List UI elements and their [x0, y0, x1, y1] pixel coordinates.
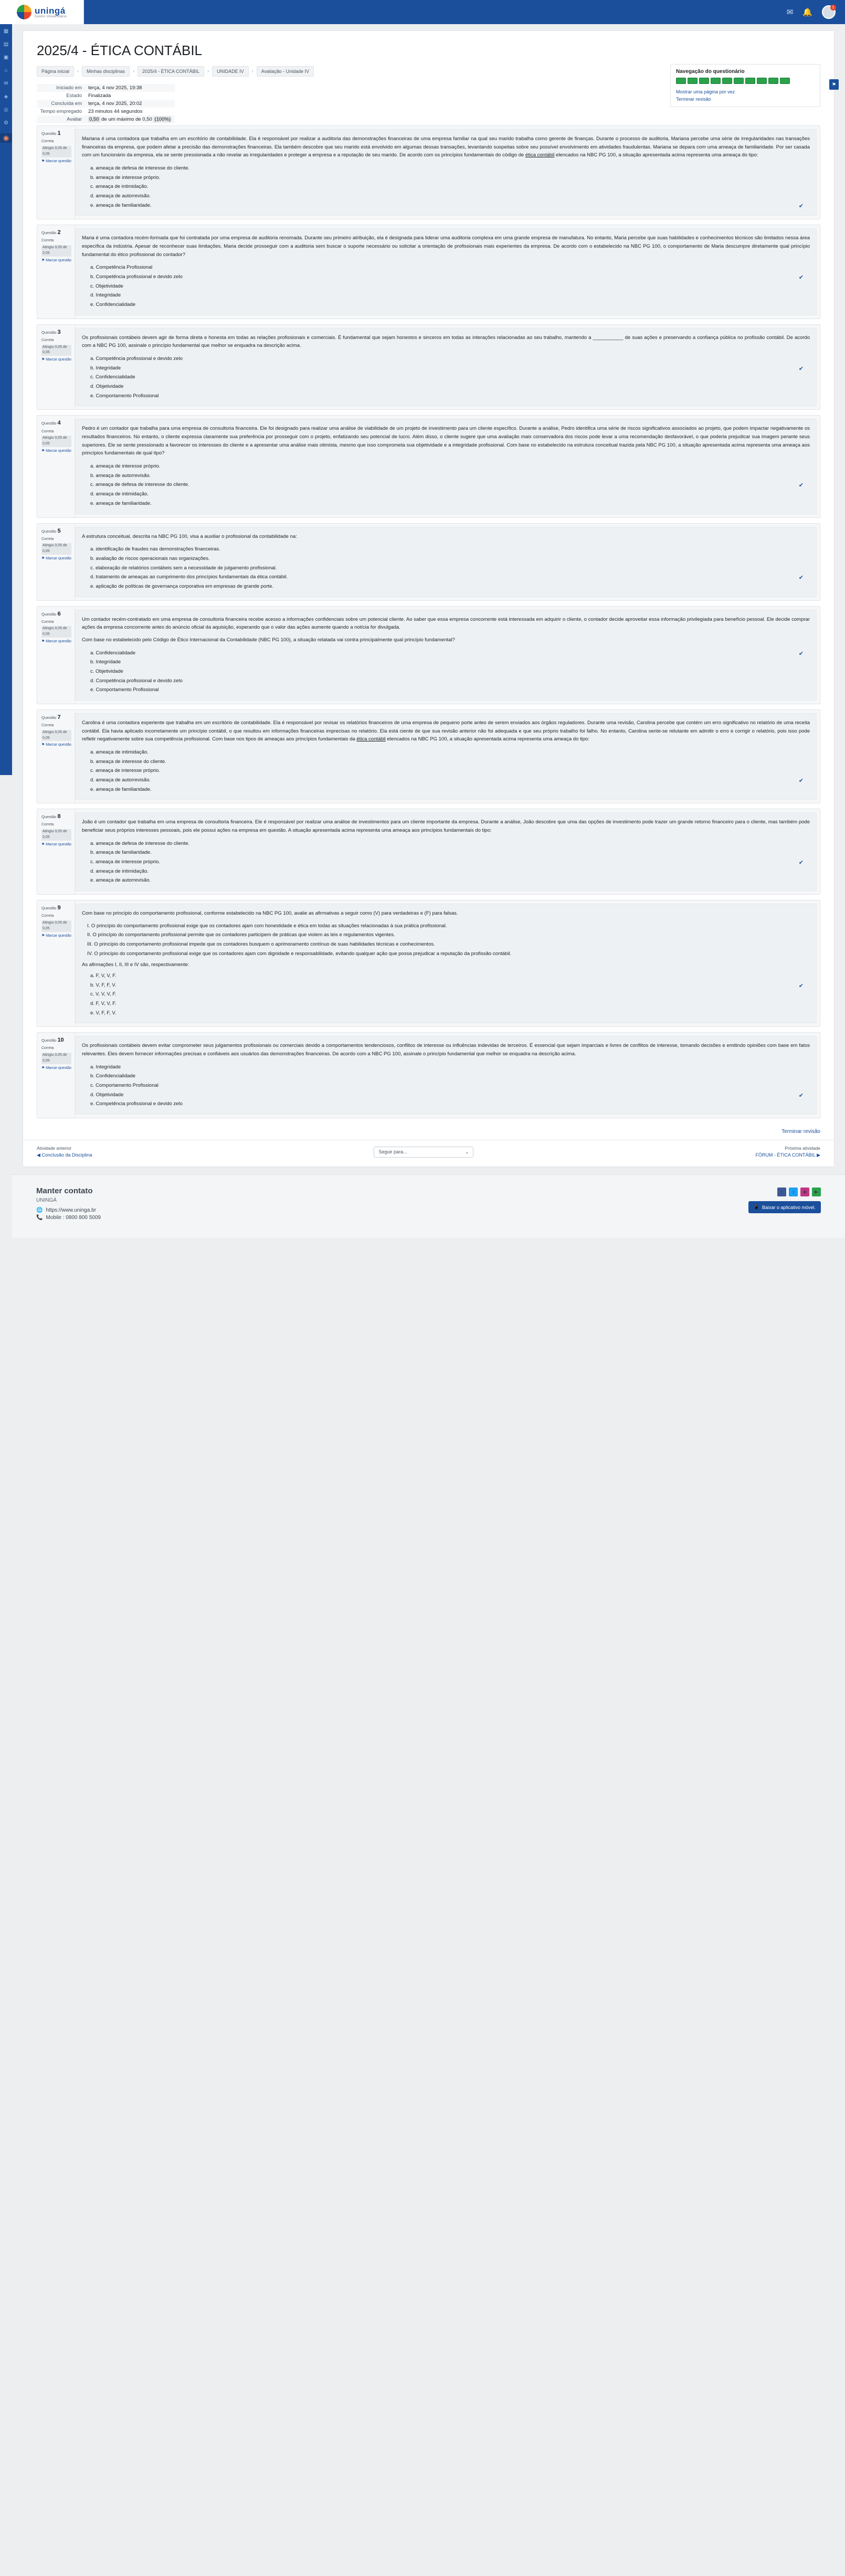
question-body [75, 129, 817, 216]
flag-question-link[interactable]: ⚑ Marcar questão [41, 159, 71, 163]
question-info [37, 1033, 75, 1118]
answer-option[interactable]: c. Comportamento Profissional [90, 1083, 159, 1089]
question-text: Maria é uma contadora recém-formada que foi contratada por uma empresa de auditoria renomada. Durante seu primeiro atribuição, ela é designada para liderar uma auditoria complexa em uma grande empresa de manufatura. No entanto, Maria percebe que suas habilidades e conhecimentos técnicos são limitados nessa área específica da indústria. Apesar de reconhecer suas limitações, Maria decide prosseguir com a auditoria sem buscar o suporte necessário ou solicitar a orientação de profissionais mais experientes da empresa. De acordo com o estabelecido na NBC PG 100, o comportamento de Maria descumpre diretamente qual princípio fundamental do ético profissional do contador? [82, 235, 810, 258]
question-info [37, 900, 75, 1026]
question-info [37, 416, 75, 517]
breadcrumb-sep: › [133, 68, 135, 73]
question-nav-button-8[interactable] [757, 78, 767, 84]
question-nav-button-9[interactable] [768, 78, 778, 84]
sidebar-item-help[interactable]: ⚙ [4, 120, 8, 126]
answer-option[interactable]: c. Confidencialidade [90, 374, 135, 380]
quiz-navigation-panel [670, 64, 837, 107]
check-icon: ✔ [798, 982, 804, 989]
summary-row [37, 108, 175, 115]
sidebar-item-dashboard[interactable]: ▦ [3, 28, 9, 34]
breadcrumb-sep: › [251, 68, 254, 73]
answer-option[interactable]: d. F, V, V, F. [90, 1001, 117, 1007]
flag-question-link[interactable]: ⚑ Marcar questão [41, 842, 71, 846]
footer-mobile [36, 1215, 821, 1221]
flag-question-link[interactable]: ⚑ Marcar questão [41, 449, 71, 453]
question-info [37, 710, 75, 803]
answer-option[interactable]: e. Comportamento Profissional [90, 687, 159, 693]
question-text: Com base no estabelecido pelo Código de Ético Internacional da Contabilidade (NBC PG 100), a situação relatada vai contra principalmente qual princípio fundamental? [82, 637, 455, 643]
sidebar-item-calendar[interactable]: ▤ [3, 41, 9, 47]
answer-options [82, 839, 810, 885]
answer-option[interactable]: e. V, F, F, V. [90, 1010, 117, 1016]
answer-options [82, 354, 810, 400]
flag-question-link[interactable]: ⚑ Marcar questão [41, 743, 71, 747]
answer-option[interactable]: a. Competência Profissional [90, 264, 153, 271]
answer-option[interactable]: c. elaboração de relatórios contábeis sem a necessidade de julgamento profissional. [90, 565, 277, 571]
chevron-down-icon: ⌄ [464, 1149, 469, 1154]
answer-option[interactable]: a. ameaça de defesa de interesse do cliente. [90, 165, 190, 172]
answer-option[interactable]: a. ameaça de interesse próprio. [90, 463, 161, 470]
logo-subtitle: Centro Universitário [34, 15, 67, 18]
question-block [37, 1032, 820, 1118]
question-nav-button-2[interactable] [688, 78, 698, 84]
question-subnote: As afirmações I, II, III e IV são, respectivamente: [82, 962, 189, 968]
check-icon: ✔ [798, 203, 804, 209]
question-text: Um contador recém-contratado em uma empresa de consultoria financeira recebe acesso a informações confidenciais sobre um potencial cliente. Ao saber que essa empresa concorrente está interessada em adquirir o cliente, o contador decide aproveitar essa informação privilegiada para benefício pessoal. Ele decide comprar ações da empresa concorrente antes do anúncio oficial da aquisição, esperando que o valor das ações aumente quando a notícia for divulgada. [82, 616, 810, 631]
next-activity-label: Próxima atividade [785, 1146, 820, 1151]
question-statement: III. O princípio do comportamento profissional impede que os contadores busquem o aprimoramento contínuo de suas habilidades técnicas e conhecimentos. [87, 941, 435, 947]
breadcrumb-sep: › [207, 68, 209, 73]
globe-icon: 🌐 [36, 1207, 43, 1214]
question-nav-button-10[interactable] [780, 78, 790, 84]
answer-option[interactable]: e. Confidencialidade [90, 302, 136, 308]
question-body [75, 419, 817, 514]
footer-website-link[interactable]: https://www.uninga.br [46, 1207, 97, 1214]
answer-option[interactable]: e. Comportamento Profissional [90, 393, 159, 399]
question-text: A estrutura conceitual, descrita na NBC PG 100, visa a auxiliar o profissional da contabilidade na: [82, 533, 297, 539]
question-block [37, 523, 820, 601]
question-number: Questão 3 [41, 328, 61, 335]
flag-icon[interactable]: ⚑ [829, 79, 839, 90]
answer-option[interactable]: e. ameaça de familiaridade. [90, 786, 152, 792]
question-grade: Atingiu 0,05 de 0,05 [41, 920, 71, 932]
answer-option[interactable]: d. Integridade [90, 292, 121, 299]
question-grade: Atingiu 0,05 de 0,05 [41, 345, 71, 356]
question-grade: Atingiu 0,05 de 0,05 [41, 1053, 71, 1064]
question-grade: Atingiu 0,05 de 0,05 [41, 829, 71, 841]
answer-option[interactable]: b. Integridade ✔ [90, 364, 810, 373]
answer-options [82, 545, 810, 591]
activity-navigation [23, 1140, 834, 1161]
answer-option[interactable]: e. ameaça de autorrevisão. [90, 877, 151, 884]
question-nav-grid[interactable] [671, 78, 820, 88]
check-icon: ✔ [798, 1092, 804, 1099]
summary-value: 0,50 de um máximo de 0,50 (100%) [85, 115, 175, 123]
sidebar-item-home[interactable]: ⌂ [4, 68, 8, 73]
breadcrumb-item-1[interactable]: Minhas disciplinas [82, 66, 130, 77]
logo-title: uningá [34, 5, 66, 16]
answer-option[interactable]: b. ameaça de familiaridade. [90, 850, 152, 856]
question-info [37, 607, 75, 704]
question-state: Correta [41, 914, 54, 918]
question-statement: I. O princípio do comportamento profissional exige que os contadores ajam com honestidade e ética em todas as situações relacionadas à sua prática profissional. [87, 923, 447, 929]
question-number: Questão 7 [41, 714, 61, 720]
question-grade: Atingiu 0,05 de 0,05 [41, 436, 71, 447]
facebook-icon[interactable]: f [777, 1188, 786, 1196]
answer-option[interactable]: b. ameaça de interesse do cliente. [90, 758, 166, 765]
question-block [37, 125, 820, 219]
finish-review-link-panel[interactable]: Terminar revisão [676, 97, 711, 102]
question-state: Correta [41, 823, 54, 827]
answer-option[interactable]: e. aplicação de políticas de governança corporativa em empresas de grande porte. [90, 583, 274, 589]
question-body [75, 1036, 817, 1115]
prev-activity-link[interactable]: ◀ Conclusão da Disciplina [37, 1152, 92, 1158]
quiz-review-card [23, 30, 835, 1167]
logo-icon [17, 5, 31, 19]
question-number: Questão 1 [41, 130, 61, 136]
question-number: Questão 4 [41, 420, 61, 427]
flag-question-link[interactable]: ⚑ Marcar questão [41, 358, 71, 362]
sidebar-item-active-quiz[interactable]: ◉ [0, 133, 12, 143]
sidebar-item-messages[interactable]: ✉ [4, 81, 8, 87]
question-grade: Atingiu 0,05 de 0,05 [41, 626, 71, 638]
check-icon: ✔ [798, 777, 804, 784]
answer-option[interactable]: d. Objetividade [90, 384, 124, 390]
mobile-icon: 📱 [753, 1204, 759, 1210]
answer-option[interactable]: d. Competência profissional e devido zelo [90, 677, 183, 684]
summary-value: 23 minutos 44 segundos [88, 109, 143, 114]
question-grade: Atingiu 0,05 de 0,05 [41, 730, 71, 741]
question-text: Pedro é um contador que trabalha para uma empresa de consultoria financeira. Ele foi designado para realizar uma análise de viabilidade de um projeto de investimento para um cliente específico. Durante a análise, Pedro identifica uma série de riscos significativos associados ao projeto, que podem impactar negativamente os resultados financeiros. No entanto, o cliente expressa claramente sua preferência por prosseguir com o projeto, enfatizando seu potencial de lucro. Além disso, o cliente sugere que uma avaliação mais conservadora dos riscos pode levar a uma recomendação desfavorável, o que poderia prejudicar sua imagem perante seus superiores. Ele se sente pressionado a favorecer os interesses do cliente e a apresentar uma análise mais otimista, mesmo que isso comprometa sua objetividade e a integridade profissional. Com base no estabelecido na estrutura conceitual trazida pela NBC PG 100, a situação apresentada acima representa uma ameaça aos princípios fundamentais de qual tipo? [82, 426, 810, 457]
question-block [37, 606, 820, 704]
question-text: Carolina é uma contadora experiente que trabalha em um escritório de contabilidade. Ela é responsável por revisar os relatórios financeiros de uma empresa de pequeno porte antes de serem enviados aos órgãos reguladores. Durante uma revisão, Carolina percebe que contém um erro significativo no relatório de uma receita contábil. Ela havia aplicado incorretamente um princípio contábil, o que resultou em informações financeiras imprecisas no relatório. Ela está ciente de que sua revisão anterior não foi adequada e que seu próprio trabalho foi falho. No entanto, Carolina sente-se relutante em admitir o erro e corrigir o relatório, pois isso pode refletir negativamente sobre sua competência profissional. Com base nos tipos de ameaças aos princípios fundamentais da ética contábil elencados na NBC PG 100, a situação apresentada acima representa uma ameaça do tipo: [82, 719, 810, 743]
social-links [777, 1188, 821, 1196]
question-body [75, 610, 817, 701]
answer-option[interactable]: b. Integridade [90, 659, 121, 665]
next-activity-link[interactable]: FÓRUM - ÉTICA CONTÁBIL ▶ [755, 1152, 820, 1158]
notification-badge: 1 [830, 5, 836, 10]
answer-option[interactable]: b. V, F, F, V. ✔ [90, 981, 810, 990]
answer-option[interactable]: b. avaliação de riscos operacionais nas organizações. [90, 555, 210, 561]
question-grade: Atingiu 0,05 de 0,05 [41, 543, 71, 555]
question-block [37, 415, 820, 517]
question-nav-button-3[interactable] [699, 78, 709, 84]
question-grade: Atingiu 0,05 de 0,05 [41, 245, 71, 257]
twitter-icon[interactable]: t [789, 1188, 798, 1196]
left-rail [0, 24, 12, 775]
jump-to-label: Seguir para... [378, 1149, 407, 1154]
footer-website[interactable] [36, 1204, 821, 1214]
flag-question-link[interactable]: ⚑ Marcar questão [41, 640, 71, 644]
answer-option[interactable]: a. Competência profissional e devido zelo [90, 356, 183, 362]
question-block [37, 900, 820, 1027]
check-icon: ✔ [798, 365, 804, 372]
check-icon: ✔ [798, 274, 804, 281]
question-nav-button-1[interactable] [676, 78, 686, 84]
download-app-button[interactable] [748, 1201, 821, 1213]
question-info [37, 325, 75, 410]
question-state: Correta [41, 338, 54, 342]
question-block [37, 324, 820, 410]
question-state: Correta [41, 723, 54, 727]
answer-option[interactable]: b. Competência profissional e devido zelo ✔ [90, 272, 810, 282]
show-one-page-link[interactable]: Mostrar uma página por vez [676, 89, 735, 94]
top-bar [0, 0, 845, 24]
flag-question-link[interactable]: ⚑ Marcar questão [41, 557, 71, 561]
breadcrumb-item-0[interactable]: Página inicial [37, 66, 74, 77]
question-statement: II. O princípio do comportamento profissional permite que os contadores participem de práticas que violem as leis e regulamentos vigentes. [87, 932, 395, 938]
question-text: Os profissionais contábeis devem evitar comprometer seus julgamentos profissionais ou comerciais devido a comportamentos tendenciosos, conflitos de interesse ou influências indevidas de terceiros. É essencial que sejam imparciais e livres de conflitos de interesse, tomando decisões e emitindo opiniões com base em fatos relevantes. Eles devem fornecer informações precisas e confiáveis aos usuários das demonstrações financeiras. De acordo com a NBC PG 100, assinale o princípio fundamental que melhor se enquadra na descrição acima. [82, 1043, 810, 1057]
answer-option[interactable]: a. ameaça de defesa de interesse do cliente. [90, 840, 190, 846]
question-body [75, 328, 817, 407]
question-body [75, 812, 817, 891]
breadcrumb-item-4[interactable]: Avaliação - Unidade IV [257, 66, 314, 77]
download-app-label: Baixar o aplicativo móvel. [762, 1204, 816, 1210]
page-title: 2025/4 - ÉTICA CONTÁBIL [37, 43, 203, 58]
summary-key: Estado [66, 93, 82, 99]
question-statement: IV. O princípio do comportamento profissional exige que os contadores ajam com dignidade e responsabilidade, evitando qualquer ação que possa prejudicar a reputação da profissão contábil. [87, 950, 512, 957]
question-state: Correta [41, 620, 54, 624]
summary-value: terça, 4 nov 2025, 20:02 [85, 100, 175, 108]
summary-key: Avaliar [37, 115, 85, 123]
question-block [37, 809, 820, 895]
summary-row [37, 84, 175, 92]
question-number: Questão 9 [41, 904, 61, 911]
question-nav-button-5[interactable] [722, 78, 732, 84]
answer-options [82, 971, 810, 1017]
answer-option[interactable]: c. ameaça de interesse próprio. ✔ [90, 857, 810, 867]
answer-option[interactable]: a. F, V, V, F. [90, 973, 117, 979]
summary-value: terça, 4 nov 2025, 19:38 [85, 84, 175, 92]
instagram-icon[interactable]: ◉ [800, 1188, 809, 1196]
answer-option[interactable]: c. Objetividade [90, 283, 123, 289]
answer-option[interactable]: b. ameaça de interesse próprio. [90, 174, 161, 181]
question-block [37, 225, 820, 319]
answer-option[interactable]: c. ameaça de intimidação. [90, 184, 149, 190]
breadcrumb-sep: › [77, 68, 79, 73]
site-logo[interactable] [0, 0, 84, 24]
answer-option[interactable]: a. Integridade [90, 1064, 121, 1070]
answer-option[interactable]: c. ameaça de defesa de interesse do cliente. ✔ [90, 480, 810, 490]
question-nav-button-7[interactable] [745, 78, 755, 84]
question-block [37, 709, 820, 803]
footer-brand: UNINGÁ [36, 1197, 57, 1204]
answer-options [82, 263, 810, 309]
sidebar-item-courses[interactable]: ◎ [4, 107, 8, 113]
youtube-icon[interactable]: ▶ [812, 1188, 821, 1196]
breadcrumb-item-3[interactable]: UNIDADE IV [212, 66, 249, 77]
next-activity [755, 1146, 820, 1158]
sidebar-item-grades[interactable]: ◈ [4, 94, 8, 100]
flag-question-link[interactable]: ⚑ Marcar questão [41, 934, 71, 938]
answer-options [82, 462, 810, 508]
answer-option[interactable]: d. Objetividade ✔ [90, 1090, 810, 1100]
question-number: Questão 6 [41, 610, 61, 617]
question-state: Correta [41, 537, 54, 541]
question-number: Questão 5 [41, 527, 61, 534]
question-nav-button-6[interactable] [734, 78, 744, 84]
summary-row [37, 92, 175, 100]
question-info [37, 126, 75, 219]
answer-option[interactable]: c. ameaça de interesse próprio. [90, 768, 161, 774]
questions-list [23, 123, 834, 1118]
question-nav-button-4[interactable] [711, 78, 721, 84]
question-body [75, 527, 817, 597]
check-icon: ✔ [798, 575, 804, 581]
question-info [37, 809, 75, 894]
flag-question-link[interactable]: ⚑ Marcar questão [41, 1066, 71, 1070]
question-number: Questão 2 [41, 229, 61, 236]
answer-option[interactable]: d. ameaça de intimidação. [90, 868, 149, 874]
jump-to-select[interactable] [374, 1147, 473, 1158]
breadcrumb-item-2[interactable]: 2025/4 - ÉTICA CONTÁBIL [138, 66, 204, 77]
answer-option[interactable]: e. ameaça de familiaridade. [90, 500, 152, 506]
question-number: Questão 8 [41, 813, 61, 820]
answer-option[interactable]: b. Confidencialidade [90, 1073, 136, 1079]
prev-activity [37, 1146, 92, 1158]
question-info [37, 225, 75, 318]
finish-review-bottom [23, 1123, 834, 1137]
question-text: Mariana é uma contadora que trabalha em um escritório de contabilidade. Ela é responsável por realizar a auditoria das demonstrações financeiras de uma empresa familiar na qual seu marido trabalha como gerente de finanças. Durante o processo de auditoria, Mariana percebe uma série de irregularidades nas transações financeiras da empresa, que podem afetar a precisão das demonstrações financeiras. Ela também descobre que seu marido está envolvido em algumas dessas transações, levantando suspeitas sobre seu possível envolvimento em atividades fraudulentas. Mariana se depara com uma ameaça de familiaridade. Por ser casada com um funcionário da empresa, ela se sente pressionada a não revelar as irregularidades e proteger a empresa e a reputação de seu marido. De acordo com os princípios fundamentais do código de ética contábil elencados na NBC PG 100, a situação apresentada acima representa uma ameaça do tipo: [82, 136, 810, 158]
question-grade: Atingiu 0,05 de 0,05 [41, 146, 71, 157]
summary-value: Finalizada [88, 93, 111, 99]
question-state: Correta [41, 1046, 54, 1051]
chat-icon[interactable]: ✉ [786, 8, 794, 17]
answer-options [82, 649, 810, 695]
answer-option[interactable]: b. ameaça de autorrevisão. [90, 472, 151, 479]
answer-option[interactable]: e. ameaça de familiaridade. ✔ [90, 201, 810, 210]
summary-row [37, 100, 175, 108]
bell-icon[interactable]: 🔔 [802, 8, 812, 17]
question-text: João é um contador que trabalha em uma empresa de consultoria financeira. Ele é responsável por realizar uma análise de investimentos para um cliente importante da empresa. Durante a análise, João descobre que uma das opções de investimento pode trazer um grande retorno financeiro para o cliente, mas também pode beneficiar seus próprios interesses pessoais, pois ele possui ações na empresa em questão. A situação apresentada acima representa uma ameaça aos princípios fundamentais do tipo: [82, 819, 810, 833]
page-content [12, 30, 845, 1238]
summary-key: Concluída em [37, 100, 85, 108]
summary-key: Tempo empregado [40, 109, 82, 114]
footer-title: Manter contato [36, 1186, 93, 1196]
answer-option[interactable]: a. identificação de fraudes nas demonstrações financeiras. [90, 546, 220, 553]
attempt-summary [37, 84, 663, 123]
question-body [75, 228, 817, 315]
phone-icon: 📞 [36, 1215, 43, 1221]
question-state: Correta [41, 140, 54, 144]
question-body [75, 713, 817, 800]
site-footer [12, 1174, 845, 1238]
question-text: Com base no princípio do comportamento profissional, conforme estabelecido na NBC PG 100, avalie as afirmativas a seguir como (V) para verdadeiras e (F) para falsas. [82, 910, 458, 916]
answer-option[interactable]: d. ameaça de autorrevisão. ✔ [90, 776, 810, 785]
avatar[interactable] [822, 5, 836, 19]
finish-review-link[interactable]: Terminar revisão [781, 1129, 820, 1135]
quiz-navigation-title: Navegação do questionário [676, 69, 745, 75]
check-icon: ✔ [798, 482, 804, 489]
sidebar-item-files[interactable]: ▣ [3, 55, 9, 60]
answer-option[interactable]: c. V, V, V, F. [90, 991, 117, 998]
attempt-summary-table [37, 84, 175, 123]
answer-option[interactable]: d. ameaça de intimidação. [90, 491, 149, 497]
question-text: Os profissionais contábeis devem agir de forma direta e honesta em todas as relações profissionais e comerciais. É fundamental que sejam honestos e sinceros em todas as interações relacionadas ao seu trabalho, mantendo a ___________ de suas ações e preservando a confiança pública no profissão contábil. De acordo com a NBC PG 100, assinale o princípio fundamental que melhor se enquadra na descrição acima. [82, 334, 810, 349]
question-state: Correta [41, 239, 54, 243]
summary-row [37, 115, 175, 123]
answer-options [82, 164, 810, 210]
footer-mobile-text: Mobile : 0800 800 5009 [46, 1215, 101, 1221]
answer-option[interactable]: d. ameaça de autorrevisão. [90, 193, 151, 199]
question-info [37, 524, 75, 600]
answer-option[interactable]: e. Competência profissional e devido zelo [90, 1101, 183, 1107]
check-icon: ✔ [798, 650, 804, 657]
answer-option[interactable]: a. Confidencialidade ✔ [90, 649, 810, 658]
prev-activity-label: Atividade anterior [37, 1146, 72, 1151]
check-icon: ✔ [798, 859, 804, 866]
question-number: Questão 10 [41, 1037, 64, 1044]
answer-option[interactable]: a. ameaça de intimidação. [90, 749, 149, 755]
summary-key: Iniciado em [37, 84, 85, 92]
answer-options [82, 1063, 810, 1109]
question-body [75, 904, 817, 1023]
answer-option[interactable]: d. tratamento de ameaças ao cumprimento dos princípios fundamentais da ética contábil. ✔ [90, 573, 810, 582]
answer-option[interactable]: c. Objetividade [90, 668, 123, 674]
answer-options [82, 748, 810, 794]
question-state: Correta [41, 429, 54, 433]
flag-question-link[interactable]: ⚑ Marcar questão [41, 258, 71, 262]
